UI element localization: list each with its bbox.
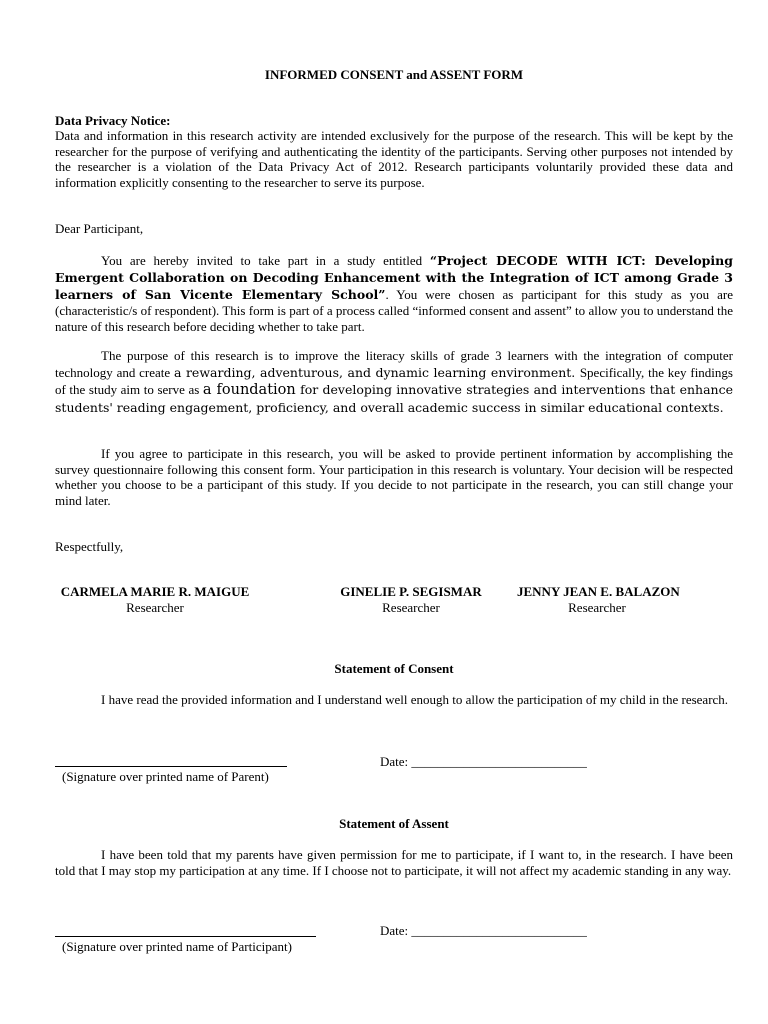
participation-paragraph: If you agree to participate in this research, you will be asked to provide pertinent information by accomplishing the survey questionnaire following this consent form. Your participation in this research is voluntary. Your decision will be respected whether you choose to be a participant of this study. If you decide to not participate in the research, you can still change your mind later. xyxy=(55,446,733,508)
researcher-role: Researcher xyxy=(568,599,626,615)
participant-signature-line[interactable] xyxy=(55,936,316,937)
purpose-part-3: Specifically, the key findings of the study aim to serve as xyxy=(55,365,733,397)
researcher-role: Researcher xyxy=(382,599,440,615)
parent-signature-line[interactable] xyxy=(55,766,287,767)
researcher-1 xyxy=(55,584,255,615)
researcher-name: CARMELA MARIE R. MAIGUE xyxy=(60,584,250,599)
intro-paragraph xyxy=(55,252,733,334)
purpose-part-5: for developing innovative strategies and interventions that enhance students' reading engagement, proficiency, and overall academic success in similar educational contexts. xyxy=(55,382,733,415)
assent-body: I have been told that my parents have given permission for me to participate, if I want to, in the research. I have been told that I may stop my participation at any time. If I choose not to participate, it will not affect my academic standing in any way. xyxy=(55,847,733,878)
salutation: Dear Participant, xyxy=(55,221,144,236)
consent-date-field[interactable]: Date: ___________________________ xyxy=(380,754,587,769)
intro-lead: You are hereby invited to take part in a study entitled xyxy=(101,253,430,268)
privacy-body: Data and information in this research activity are intended exclusively for the purpose of the research. This will be kept by the researcher for the purpose of verifying and authenticating the identity of the participants. Serving other purposes not intended by the researcher is a violation of the Data Privacy Act of 2012. Research participants voluntarily provided these data and information explicitly consenting to the researcher to serve its purpose. xyxy=(55,128,733,190)
researcher-3 xyxy=(517,584,680,615)
participant-signature-label: (Signature over printed name of Participant) xyxy=(62,939,292,954)
purpose-part-2: a rewarding, adventurous, and dynamic learning environment. xyxy=(173,365,580,380)
parent-signature-label: (Signature over printed name of Parent) xyxy=(62,769,269,784)
study-title: “Project DECODE WITH ICT: Developing Emergent Collaboration on Decoding Enhancement with the Integration of ICT among Grade 3 learners of San Vicente Elementary School” xyxy=(55,253,733,302)
researcher-name: JENNY JEAN E. BALAZON xyxy=(517,584,680,599)
assent-heading: Statement of Assent xyxy=(339,816,449,831)
purpose-part-1: The purpose of this research is to improve the literacy skills of grade 3 learners with the integration of computer technology and create xyxy=(55,348,733,380)
purpose-paragraph xyxy=(55,347,733,416)
researcher-role: Researcher xyxy=(126,599,184,615)
page-title: INFORMED CONSENT and ASSENT FORM xyxy=(264,67,524,82)
purpose-part-4: a foundation xyxy=(202,382,296,398)
consent-heading: Statement of Consent xyxy=(334,661,454,676)
consent-body: I have read the provided information and I understand well enough to allow the participation of my child in the research. xyxy=(101,692,729,707)
researcher-name: GINELIE P. SEGISMAR xyxy=(340,584,482,599)
assent-date-field[interactable]: Date: ___________________________ xyxy=(380,923,587,938)
researcher-2 xyxy=(327,584,495,615)
intro-rest: . You were chosen as participant for this study as you are (characteristic/s of respondent). This form is part of a process called “informed consent and assent” to allow you to understand the nature of this research before deciding whether to take part. xyxy=(55,287,733,334)
closing: Respectfully, xyxy=(55,539,124,554)
privacy-heading: Data Privacy Notice: xyxy=(55,113,171,128)
